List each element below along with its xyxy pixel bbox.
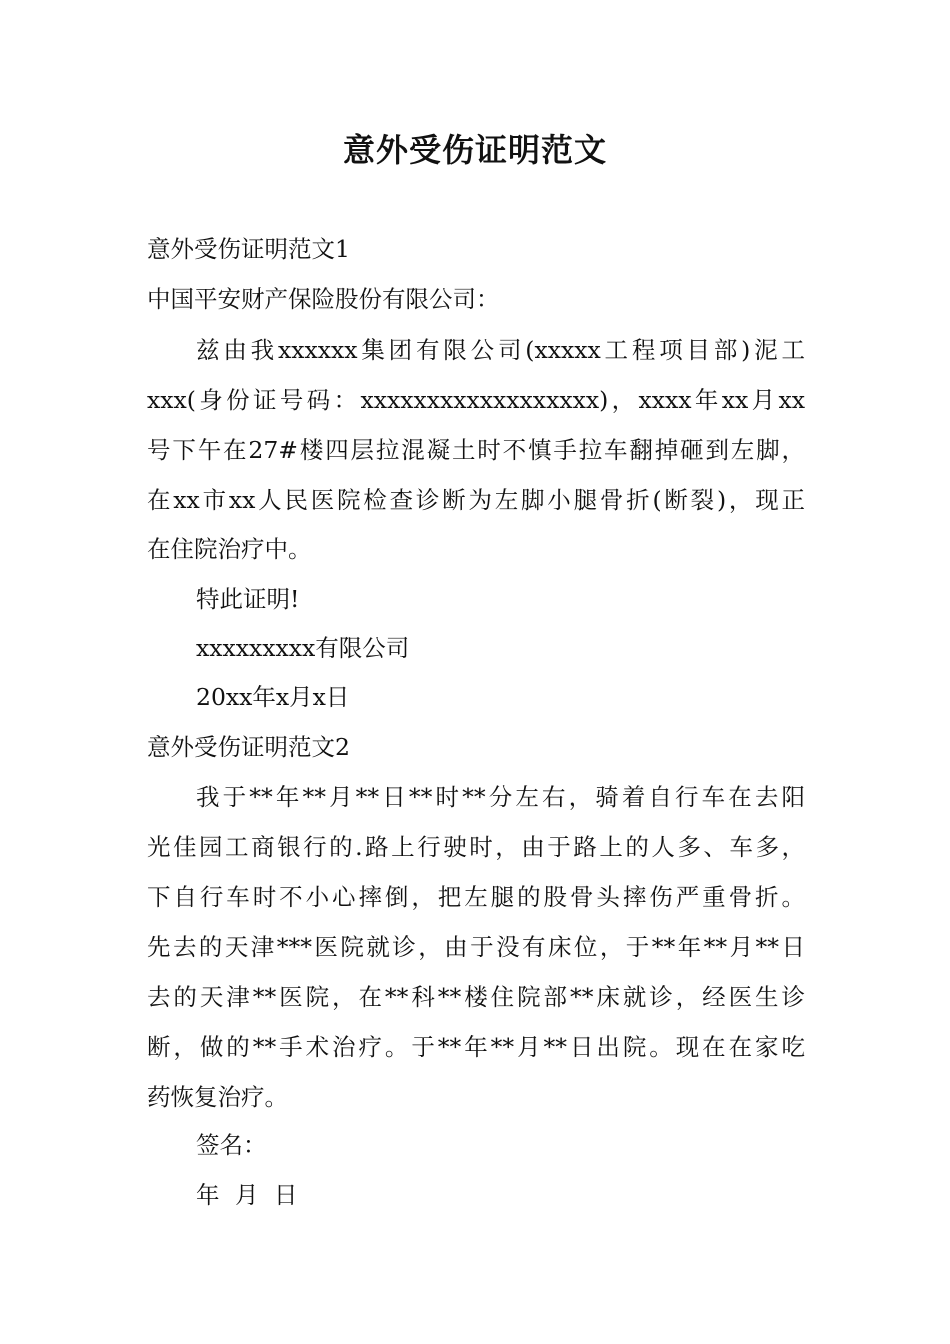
section-1-body-line: 在xx市xx人民医院检查诊断为左脚小腿骨折(断裂)，现正 (147, 486, 805, 514)
section-1-recipient: 中国平安财产保险股份有限公司： (147, 285, 500, 313)
section-1-body-line: 号下午在27#楼四层拉混凝土时不慎手拉车翻掉砸到左脚， (147, 436, 805, 464)
section-2-body-line: 去的天津**医院，在**科**楼住院部**床就诊，经医生诊 (147, 983, 805, 1011)
section-1-company: xxxxxxxxx有限公司 (196, 634, 410, 662)
section-1-body-line: 兹由我xxxxxx集团有限公司(xxxxx工程项目部)泥工 (196, 336, 805, 364)
section-2-heading: 意外受伤证明范文2 (147, 733, 350, 761)
section-2-body-line: 药恢复治疗。 (147, 1083, 288, 1111)
section-1-closing: 特此证明! (196, 585, 300, 613)
section-1-body-line: xxx(身份证号码：xxxxxxxxxxxxxxxxxx)，xxxx年xx月xx (147, 386, 805, 414)
document-title: 意外受伤证明范文 (342, 131, 607, 169)
section-2-body-line: 我于**年**月**日**时**分左右，骑着自行车在去阳 (196, 783, 805, 811)
section-1-date: 20xx年x月x日 (196, 683, 350, 711)
section-1-body-line: 在住院治疗中。 (147, 535, 312, 563)
section-1-heading: 意外受伤证明范文1 (147, 235, 350, 263)
section-2-date: 年 月 日 (196, 1181, 298, 1209)
section-2-signature: 签名： (196, 1131, 267, 1159)
section-2-body-line: 先去的天津***医院就诊，由于没有床位，于**年**月**日 (147, 933, 805, 961)
section-2-body-line: 断，做的**手术治疗。于**年**月**日出院。现在在家吃 (147, 1033, 805, 1061)
section-2-body-line: 下自行车时不小心摔倒，把左腿的股骨头摔伤严重骨折。 (147, 883, 805, 911)
section-2-body-line: 光佳园工商银行的.路上行驶时，由于路上的人多、车多， (147, 833, 805, 861)
